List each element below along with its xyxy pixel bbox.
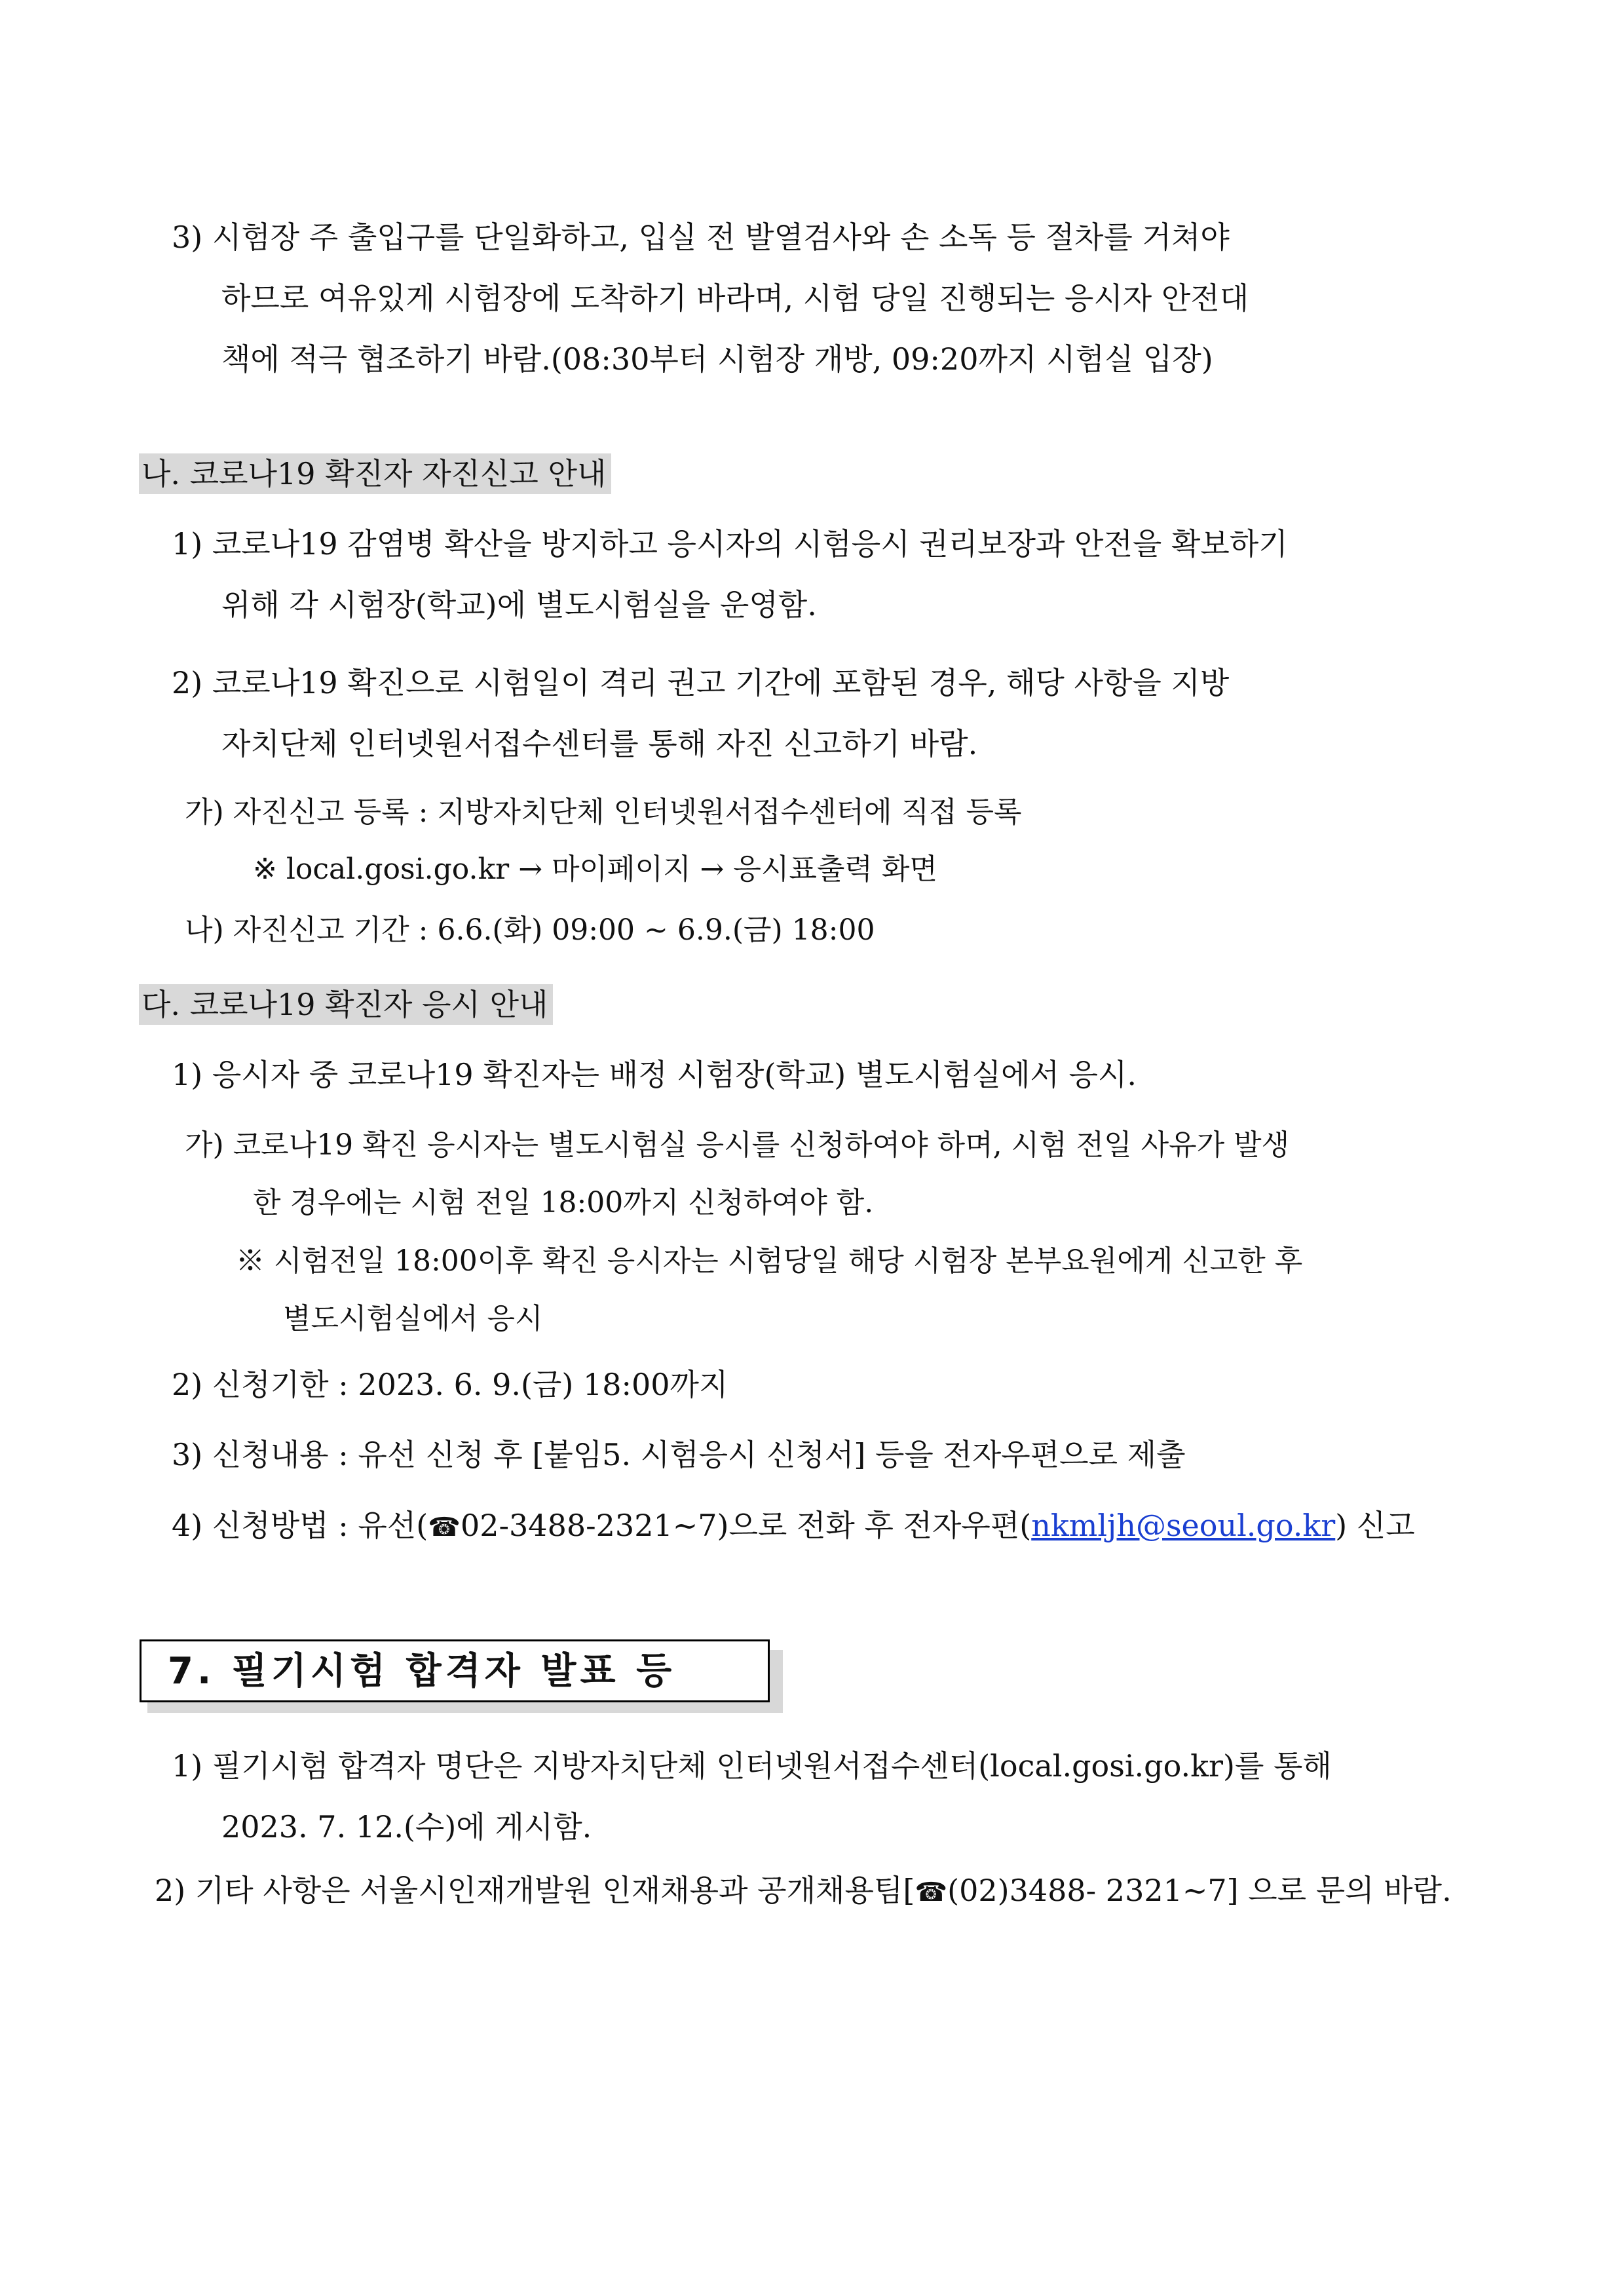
na-item1-line1: 1) 코로나19 감염병 확산을 방지하고 응시자의 시험응시 권리보장과 안전을 확보하기 — [172, 526, 1288, 562]
na-ga: 가) 자진신고 등록 : 지방자치단체 인터넷원서접수센터에 직접 등록 — [185, 795, 1022, 829]
da-ga-line2: 한 경우에는 시험 전일 18:00까지 신청하여야 함. — [253, 1186, 874, 1219]
sec7-item1-line2: 2023. 7. 12.(수)에 게시함. — [221, 1809, 592, 1845]
na-item2-line2: 자치단체 인터넷원서접수센터를 통해 자진 신고하기 바람. — [221, 726, 978, 761]
na-nah: 나) 자진신고 기간 : 6.6.(화) 09:00 ~ 6.9.(금) 18:00 — [185, 913, 875, 947]
na-item1-line2: 위해 각 시험장(학교)에 별도시험실을 운영함. — [221, 587, 817, 622]
da-item1: 1) 응시자 중 코로나19 확진자는 배정 시험장(학교) 별도시험실에서 응시. — [172, 1057, 1137, 1092]
da-item4 — [172, 1506, 1415, 1547]
sec7-item2 — [155, 1871, 1452, 1912]
da-item4-prefix: 4) 신청방법 : 유선( — [172, 1508, 428, 1543]
da-ga-line1: 가) 코로나19 확진 응시자는 별도시험실 응시를 신청하여야 하며, 시험 전일 사유가 발생 — [185, 1128, 1290, 1162]
da-item3: 3) 신청내용 : 유선 신청 후 [붙임5. 시험응시 신청서] 등을 전자우편으로 제출 — [172, 1437, 1186, 1472]
sec7-item2-prefix: 2) 기타 사항은 서울시인재개발원 인재채용과 공개채용팀[ — [155, 1873, 915, 1908]
heading-na: 나. 코로나19 확진자 자진신고 안내 — [139, 453, 611, 494]
da-item2: 2) 신청기한 : 2023. 6. 9.(금) 18:00까지 — [172, 1367, 728, 1402]
item3-line2: 하므로 여유있게 시험장에 도착하기 바라며, 시험 당일 진행되는 응시자 안전대 — [221, 280, 1249, 316]
sec7-item2-suffix: (02)3488- 2321~7] 으로 문의 바람. — [947, 1873, 1452, 1908]
heading-da: 다. 코로나19 확진자 응시 안내 — [139, 984, 553, 1025]
da-item4-phone: 02-3488-2321~7)으로 전화 후 전자우편( — [460, 1508, 1032, 1543]
phone-icon: ☎ — [428, 1512, 461, 1542]
da-item4-suffix: ) 신고 — [1335, 1508, 1415, 1543]
item3-line1: 3) 시험장 주 출입구를 단일화하고, 입실 전 발열검사와 손 소독 등 절차를 거쳐야 — [172, 220, 1230, 255]
phone-icon: ☎ — [915, 1877, 948, 1907]
na-item2-line1: 2) 코로나19 확진으로 시험일이 격리 권고 기간에 포함된 경우, 해당 사항을 지방 — [172, 665, 1230, 700]
item3-line3: 책에 적극 협조하기 바람.(08:30부터 시험장 개방, 09:20까지 시험실 입장) — [221, 341, 1213, 377]
section7-title: 7. 필기시험 합격자 발표 등 — [168, 1650, 676, 1693]
section7-title-box — [140, 1639, 770, 1702]
sec7-item1-line1: 1) 필기시험 합격자 명단은 지방자치단체 인터넷원서접수센터(local.gosi.go.kr)를 통해 — [172, 1748, 1332, 1784]
da-note-line1: ※ 시험전일 18:00이후 확진 응시자는 시험당일 해당 시험장 본부요원에게 신고한 후 — [236, 1244, 1303, 1278]
da-note-line2: 별도시험실에서 응시 — [283, 1302, 543, 1335]
email-link[interactable]: nkmljh@seoul.go.kr — [1031, 1508, 1336, 1543]
na-ga-note: ※ local.gosi.go.kr → 마이페이지 → 응시표출력 화면 — [253, 852, 937, 886]
